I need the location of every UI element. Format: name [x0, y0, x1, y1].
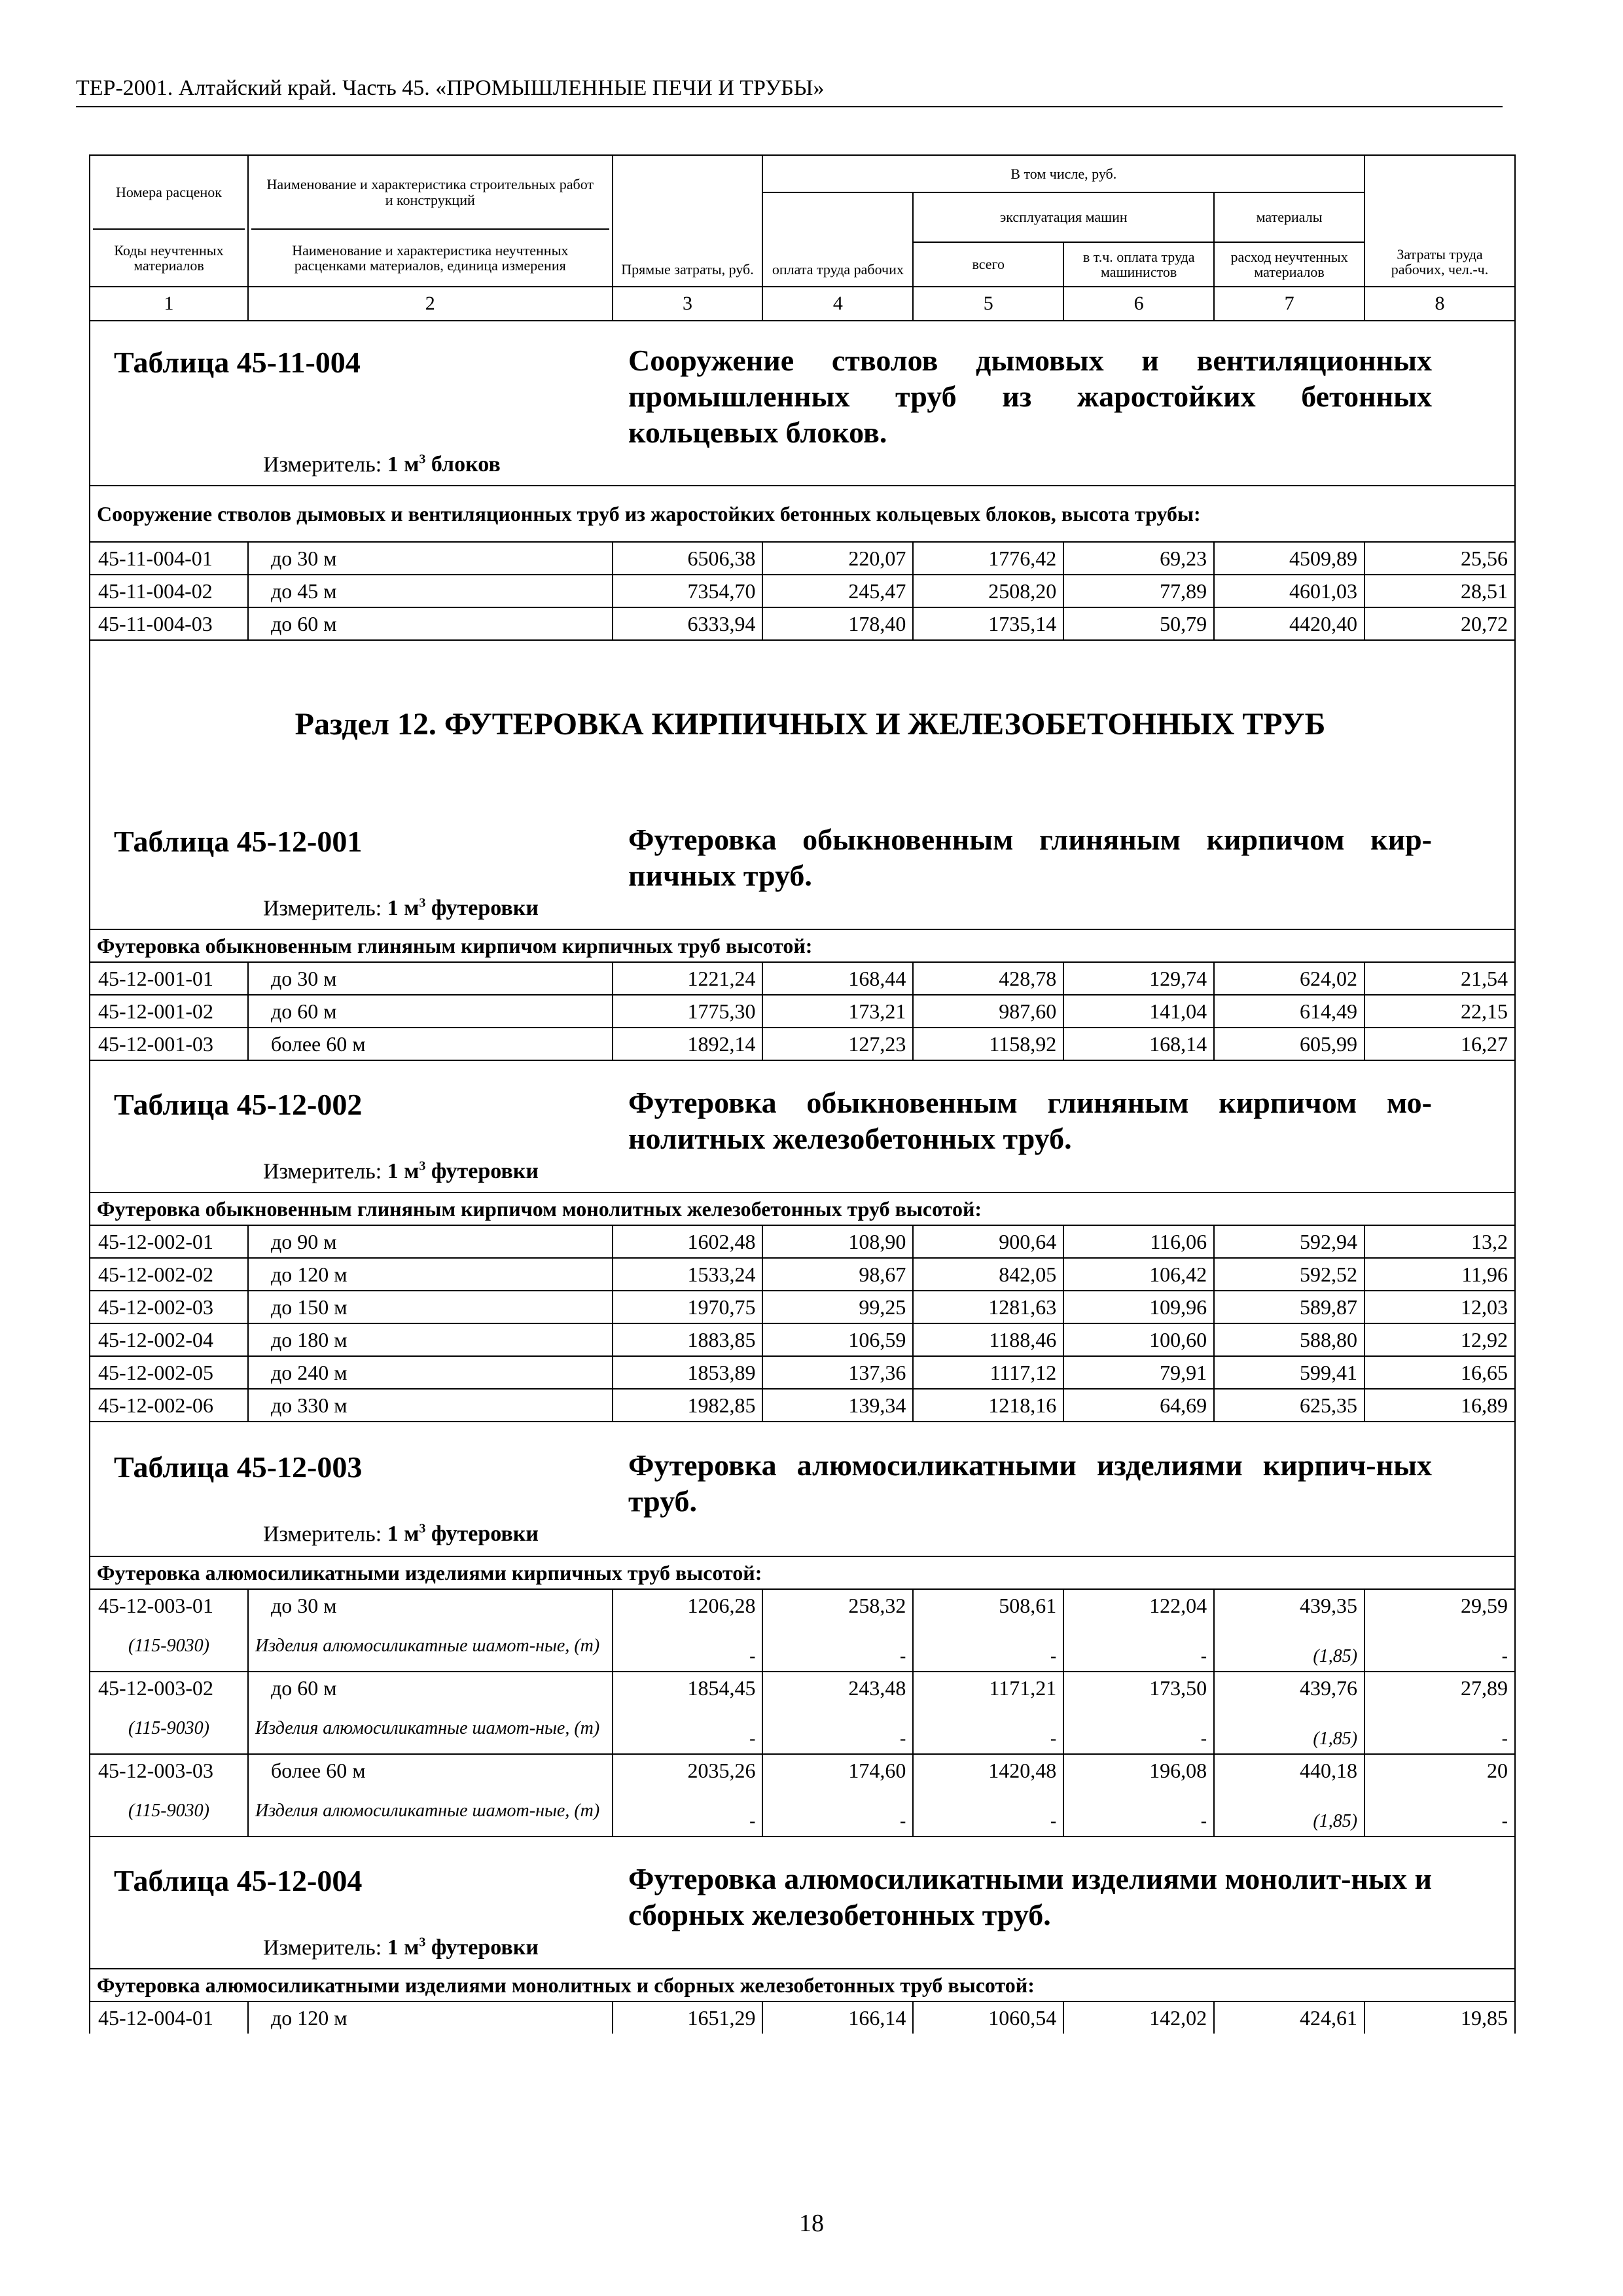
table-label: Таблица 45-12-004 [114, 1864, 363, 1897]
group-heading: Сооружение стволов дымовых и вентиляционных труб из жаростойких бетонных кольцевых блоков, высота трубы: [90, 486, 1515, 542]
material-row: (115-9030) Изделия алюмосиликатные шамот-ные, (т) - - - - (1,85) - [90, 1704, 1515, 1754]
col-number: 7 [1214, 287, 1364, 321]
table-row: 45-12-002-02 до 120 м 1533,24 98,67 842,05 106,42 592,52 11,96 [90, 1258, 1515, 1291]
group-heading: Футеровка обыкновенным глиняным кирпичом кирпичных труб высотой: [90, 929, 1515, 962]
measure-unit: Измеритель: 1 $м^3$ блоков [263, 452, 501, 477]
col-number: 5 [913, 287, 1063, 321]
table-row: 45-12-003-03 более 60 м 2035,26 174,60 1420,48 196,08 440,18 20 [90, 1754, 1515, 1786]
col-number: 4 [762, 287, 913, 321]
table-row: 45-12-001-02 до 60 м 1775,30 173,21 987,60 141,04 614,49 22,15 [90, 995, 1515, 1028]
page-header: ТЕР-2001. Алтайский край. Часть 45. «ПРОМЫШЛЕННЫЕ ПЕЧИ И ТРУБЫ» [76, 71, 1503, 107]
col-header-wages: оплата труда рабочих [762, 192, 913, 287]
table-title-block [90, 1422, 1515, 1556]
col-header-including: В том числе, руб. [762, 155, 1364, 192]
measure-unit: Измеритель: 1 $м^3$ футеровки [263, 1935, 539, 1960]
material-row: (115-9030) Изделия алюмосиликатные шамот-ные, (т) - - - - (1,85) - [90, 1786, 1515, 1837]
col-header-material-use: расход неучтенных материалов [1214, 242, 1364, 287]
col-header-direct-costs: Прямые затраты, руб. [613, 155, 763, 287]
table-title: Футеровка алюмосиликатными изделиями монолит-ных и сборных железобетонных труб. [628, 1862, 1432, 1931]
col-header-total: всего [913, 242, 1063, 287]
col-header-materials-desc: Наименование и характеристика неучтенных расценками материалов, единица измерения [292, 242, 569, 274]
measure-unit: Измеритель: 1 $м^3$ футеровки [263, 1522, 539, 1547]
group-heading: Футеровка алюмосиликатными изделиями монолитных и сборных железобетонных труб высотой: [90, 1969, 1515, 2001]
material-row: (115-9030) Изделия алюмосиликатные шамот-ные, (т) - - - - (1,85) - [90, 1621, 1515, 1672]
measure-unit: Измеритель: 1 $м^3$ футеровки [263, 1159, 539, 1184]
table-row: 45-11-004-03 до 60 м 6333,94 178,40 1735,14 50,79 4420,40 20,72 [90, 607, 1515, 640]
group-heading: Футеровка алюмосиликатными изделиями кирпичных труб высотой: [90, 1556, 1515, 1589]
table-row: 45-12-001-01 до 30 м 1221,24 168,44 428,78 129,74 624,02 21,54 [90, 962, 1515, 995]
page-number: 18 [799, 2210, 824, 2237]
col-header-rates: Номера расценок [93, 156, 245, 230]
group-heading: Футеровка обыкновенным глиняным кирпичом монолитных железобетонных труб высотой: [90, 1193, 1515, 1225]
table-title-block [90, 321, 1515, 486]
table-label: Таблица 45-12-002 [114, 1088, 363, 1121]
col-number: 3 [613, 287, 763, 321]
table-row: 45-12-003-02 до 60 м 1854,45 243,48 1171,21 173,50 439,76 27,89 [90, 1672, 1515, 1704]
table-row: 45-12-002-04 до 180 м 1883,85 106,59 1188,46 100,60 588,80 12,92 [90, 1323, 1515, 1356]
col-header-codes [90, 155, 248, 287]
table-title: Футеровка алюмосиликатными изделиями кирпич-ных труб. [628, 1448, 1432, 1518]
estimate-table [89, 154, 1516, 2034]
col-header-materials: материалы [1214, 192, 1364, 242]
table-title-block [90, 1837, 1515, 1969]
table-title: Сооружение стволов дымовых и вентиляционных промышленных труб из жаростойких бетонных кольцевых блоков. [628, 344, 1432, 449]
col-number: 1 [90, 287, 248, 321]
col-header-material-codes: Коды неучтенных материалов [114, 242, 224, 274]
table-row: 45-12-003-01 до 30 м 1206,28 258,32 508,61 122,04 439,35 29,59 [90, 1589, 1515, 1621]
table-row: 45-12-002-06 до 330 м 1982,85 139,34 1218,16 64,69 625,35 16,89 [90, 1389, 1515, 1422]
measure-unit: Измеритель: 1 $м^3$ футеровки [263, 896, 539, 921]
table-row: 45-11-004-01 до 30 м 6506,38 220,07 1776,42 69,23 4509,89 25,56 [90, 542, 1515, 575]
col-header-machines: эксплуатация машин [913, 192, 1214, 242]
table-row: 45-12-002-05 до 240 м 1853,89 137,36 1117,12 79,91 599,41 16,65 [90, 1356, 1515, 1389]
col-header-labor: Затраты труда рабочих, чел.-ч. [1364, 155, 1515, 287]
col-header-operator-wages: в т.ч. оплата труда машинистов [1063, 242, 1214, 287]
col-number: 8 [1364, 287, 1515, 321]
table-row: 45-12-004-01 до 120 м 1651,29 166,14 1060,54 142,02 424,61 19,85 [90, 2001, 1515, 2034]
col-header-names [248, 155, 613, 287]
table-row: 45-12-002-03 до 150 м 1970,75 99,25 1281,63 109,96 589,87 12,03 [90, 1291, 1515, 1323]
table-row: 45-12-002-01 до 90 м 1602,48 108,90 900,64 116,06 592,94 13,2 [90, 1225, 1515, 1258]
table-label: Таблица 45-12-001 [114, 825, 363, 858]
col-header-works: Наименование и характеристика строительных работ и конструкций [251, 156, 609, 230]
col-number: 6 [1063, 287, 1214, 321]
table-title: Футеровка обыкновенным глиняным кирпичом мо-нолитных железобетонных труб. [628, 1086, 1432, 1155]
table-label: Таблица 45-11-004 [114, 346, 361, 379]
estimate-sheet [89, 154, 1516, 2034]
table-title-block [90, 1060, 1515, 1193]
col-number: 2 [248, 287, 613, 321]
table-row: 45-11-004-02 до 45 м 7354,70 245,47 2508,20 77,89 4601,03 28,51 [90, 575, 1515, 607]
table-label: Таблица 45-12-003 [114, 1450, 363, 1484]
section-title: Раздел 12. ФУТЕРОВКА КИРПИЧНЫХ И ЖЕЛЕЗОБЕТОННЫХ ТРУБ [294, 707, 1326, 742]
table-row: 45-12-001-03 более 60 м 1892,14 127,23 1158,92 168,14 605,99 16,27 [90, 1028, 1515, 1060]
table-title: Футеровка обыкновенным глиняным кирпичом кир-пичных труб. [628, 823, 1432, 892]
section-block [90, 640, 1515, 929]
